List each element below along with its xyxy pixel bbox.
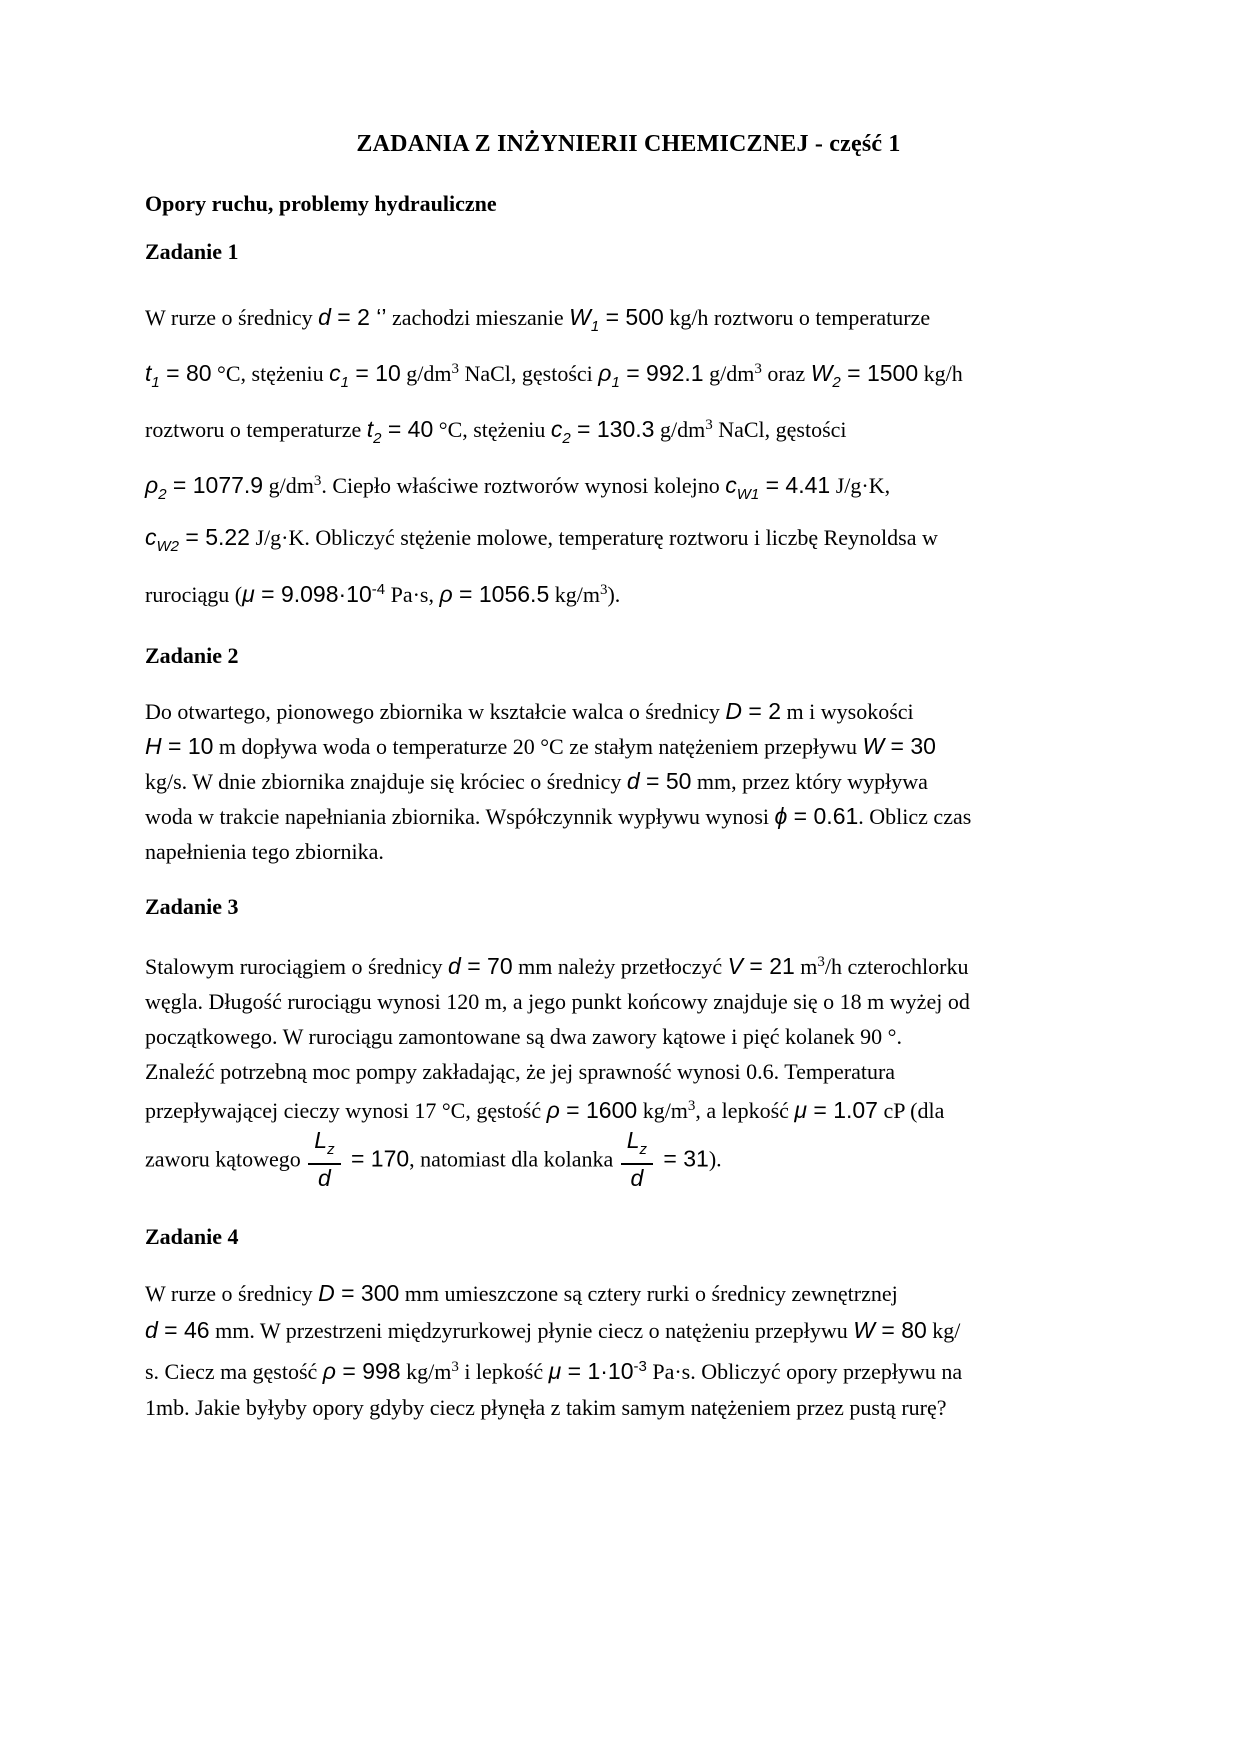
text-run: J/g·K. Obliczyć stężenie molowe, temperaturę roztworu i liczbę Reynoldsa w	[249, 525, 938, 550]
text-run: = 46	[157, 1317, 210, 1343]
text-run: -4	[371, 581, 386, 598]
text-run: = 300	[334, 1280, 400, 1306]
text-run: 1mb. Jakie byłyby opory gdyby ciecz płynęła z takim samym natężeniem przez pustą rurę?	[145, 1395, 947, 1420]
text-run: i lepkość	[458, 1359, 549, 1384]
text-run: 3	[451, 361, 459, 377]
problem-section	[145, 238, 1112, 616]
text-run: Pa·s. Obliczyć opory przepływu na	[646, 1359, 963, 1384]
fraction-numerator	[621, 1128, 653, 1165]
text-run: W1	[736, 486, 760, 503]
text-run: NaCl, gęstości	[712, 417, 847, 442]
text-run: μ	[242, 581, 255, 607]
text-run: D	[725, 698, 742, 724]
fraction-numerator	[308, 1128, 340, 1165]
text-run: Do otwartego, pionowego zbiornika w kształcie walca o średnicy	[145, 699, 726, 724]
text-run: = 5.22	[179, 524, 250, 550]
text-run: D	[318, 1280, 335, 1306]
text-run: kg/m	[549, 582, 600, 607]
text-line	[145, 348, 1112, 404]
fraction	[308, 1128, 340, 1191]
fraction-denominator	[308, 1165, 340, 1191]
text-run: Pa·s,	[385, 582, 440, 607]
text-run: = 30	[884, 733, 936, 759]
text-run: = 1600	[559, 1097, 638, 1123]
text-run: = 1077.9	[166, 472, 264, 498]
text-run: = 170	[344, 1145, 410, 1172]
text-run: d	[318, 304, 331, 330]
text-run: = 2	[742, 698, 782, 724]
text-run: = 70	[460, 953, 513, 979]
text-run: 3	[705, 417, 713, 433]
text-line	[145, 516, 1112, 568]
text-run: g/dm	[654, 417, 706, 442]
text-line	[145, 1089, 1112, 1128]
document-title: ZADANIA Z INŻYNIERII CHEMICZNEJ - część 1	[356, 131, 901, 157]
problem-section	[145, 642, 1112, 869]
text-run: = 10	[348, 360, 401, 386]
text-run: W rurze o średnicy	[145, 1281, 319, 1306]
fraction	[621, 1128, 653, 1191]
text-run: 3	[451, 1359, 459, 1375]
text-run: = 31	[657, 1145, 709, 1172]
text-line	[145, 764, 1112, 799]
text-run: mm, przez który wypływa	[691, 769, 928, 794]
text-run: . Oblicz czas	[858, 804, 972, 829]
text-run: z	[639, 1141, 648, 1158]
text-run: cP (dla	[877, 1098, 945, 1123]
text-run: kg/m	[637, 1098, 688, 1123]
text-run: 2	[158, 486, 167, 503]
problem-section	[145, 1223, 1112, 1426]
text-run: , natomiast dla kolanka	[409, 1146, 619, 1172]
text-run: 3	[754, 361, 762, 377]
text-line	[145, 984, 1112, 1019]
text-run: kg/	[926, 1318, 961, 1343]
text-run: W	[862, 733, 885, 759]
text-run: = 9.098·10	[254, 581, 372, 607]
text-run: Znaleźć potrzebną moc pompy zakładając, że jej sprawność wynosi 0.6. Temperatura	[145, 1059, 896, 1084]
text-run: woda w trakcie napełniania zbiornika. Współczynnik wypływu wynosi	[145, 804, 775, 829]
text-run: W	[853, 1317, 875, 1343]
text-run: c	[329, 360, 341, 386]
text-run: ρ	[546, 1097, 560, 1123]
text-run: 2	[562, 430, 571, 447]
text-run: 2	[832, 374, 841, 391]
text-run: kg/h	[918, 361, 963, 386]
text-run: kg/s. W dnie zbiornika znajduje się króciec o średnicy	[145, 769, 627, 794]
text-run: d	[145, 1317, 158, 1343]
text-run: Stalowym rurociągiem o średnicy	[145, 954, 449, 979]
text-line	[145, 1349, 1112, 1390]
text-run: przepływającej cieczy wynosi 17 °C, gęstość	[145, 1098, 547, 1123]
text-run: ).	[607, 582, 621, 607]
text-run: W rurze o średnicy	[145, 305, 319, 330]
text-run: = 1056.5	[452, 581, 550, 607]
section-heading: Zadanie 1	[145, 239, 239, 264]
text-run: J/g·K,	[830, 473, 891, 498]
text-run: kg/m	[400, 1359, 452, 1384]
section-heading: Zadanie 3	[145, 894, 239, 919]
text-run: °C, stężeniu	[211, 361, 330, 386]
text-run: ‘’	[369, 304, 387, 330]
text-run: zaworu kątowego	[145, 1146, 307, 1172]
text-line	[145, 404, 1112, 460]
text-run: węgla. Długość rurociągu wynosi 120 m, a jego punkt końcowy znajduje się o 18 m wyżej od	[145, 989, 970, 1014]
text-run: = 2	[330, 304, 370, 330]
text-run: 1	[590, 318, 600, 335]
text-line	[145, 799, 1112, 834]
section-heading: Zadanie 2	[145, 643, 239, 668]
text-run: d	[448, 953, 461, 979]
text-run: = 130.3	[570, 416, 655, 442]
text-run: μ	[548, 1358, 562, 1384]
text-run: 3	[687, 1098, 696, 1114]
text-run: W	[569, 304, 591, 330]
text-run: c	[725, 472, 737, 498]
text-run: = 1·10	[561, 1358, 634, 1384]
text-run: d	[630, 1165, 644, 1191]
problem-text	[145, 945, 1112, 1195]
text-run: ρ	[322, 1358, 336, 1384]
text-run: μ	[794, 1097, 807, 1123]
section-heading: Zadanie 4	[145, 1224, 239, 1249]
text-run: początkowego. W rurociągu zamontowane są dwa zawory kątowe i pięć kolanek 90 °.	[145, 1024, 902, 1049]
text-run: kg/h roztworu o temperaturze	[663, 305, 931, 330]
text-run: = 50	[639, 768, 692, 794]
text-run: = 992.1	[619, 360, 704, 386]
text-run: mm. W przestrzeni międzyrurkowej płynie ciecz o natężeniu przepływu	[209, 1318, 854, 1343]
text-run: m i wysokości	[781, 699, 914, 724]
text-run: ρ	[598, 360, 612, 386]
text-run: napełnienia tego zbiornika.	[145, 839, 384, 864]
text-run: = 40	[381, 416, 434, 442]
problem-text	[145, 694, 1112, 869]
text-run: g/dm	[263, 473, 314, 498]
text-line	[145, 296, 1112, 348]
text-run: rurociągu (	[145, 582, 243, 607]
text-run: °C, stężeniu	[433, 417, 551, 442]
text-run: = 0.61	[787, 803, 859, 829]
text-run: W	[810, 360, 833, 386]
text-run: ϕ	[774, 803, 788, 829]
text-run: H	[145, 733, 162, 759]
text-run: , a lepkość	[695, 1098, 795, 1123]
text-run: s. Ciecz ma gęstość	[145, 1359, 323, 1384]
text-run: 1	[151, 374, 160, 391]
problem-section	[145, 893, 1112, 1195]
text-line	[145, 1312, 1112, 1349]
text-line	[145, 568, 1112, 616]
text-line	[145, 1275, 1112, 1312]
text-line	[145, 1128, 1112, 1195]
text-run: = 80	[159, 360, 212, 386]
text-run: . Ciepło właściwe roztworów wynosi kolejno	[321, 473, 726, 498]
text-run: g/dm	[400, 361, 452, 386]
text-run: = 998	[335, 1358, 401, 1384]
text-line	[145, 694, 1112, 729]
text-run: z	[327, 1141, 335, 1158]
text-line	[145, 460, 1112, 516]
text-run: oraz	[761, 361, 811, 386]
text-run: L	[626, 1127, 640, 1153]
text-run: t	[145, 360, 152, 386]
text-run: c	[550, 416, 563, 442]
text-run: -3	[633, 1358, 647, 1375]
text-run: 3	[313, 473, 322, 489]
text-run: ρ	[439, 581, 453, 607]
fraction-denominator	[621, 1165, 653, 1191]
text-run: = 21	[743, 953, 795, 979]
text-run: zachodzi mieszanie	[386, 305, 570, 330]
text-run: mm umieszczone są cztery rurki o średnicy zewnętrznej	[399, 1281, 898, 1306]
text-run: ).	[708, 1146, 722, 1172]
text-run: = 500	[599, 304, 664, 330]
text-run: = 80	[874, 1317, 927, 1343]
text-run: d	[626, 768, 640, 794]
document-subtitle: Opory ruchu, problemy hydrauliczne	[145, 191, 497, 216]
text-run: = 10	[161, 733, 214, 759]
text-run: t	[366, 416, 374, 442]
text-run: roztworu o temperaturze	[145, 417, 367, 442]
text-run: mm należy przetłoczyć	[512, 954, 728, 979]
text-line	[145, 1390, 1112, 1426]
text-run: L	[314, 1127, 328, 1153]
text-run: NaCl, gęstości	[458, 361, 599, 386]
sections-container	[145, 238, 1112, 1426]
text-run: d	[318, 1165, 331, 1191]
text-run: /h czterochlorku	[824, 954, 969, 979]
problem-text	[145, 1275, 1112, 1426]
text-run: 1	[611, 374, 620, 391]
text-run: ρ	[145, 472, 159, 498]
text-line	[145, 945, 1112, 984]
text-run: = 4.41	[759, 472, 831, 498]
text-run: = 1.07	[807, 1097, 878, 1123]
text-line	[145, 834, 1112, 869]
text-run: 2	[373, 430, 382, 447]
text-run: V	[727, 953, 743, 979]
problem-text	[145, 296, 1112, 616]
text-run: g/dm	[703, 361, 755, 386]
text-run: 3	[817, 954, 825, 970]
text-run: m dopływa woda o temperaturze 20 °C ze stałym natężeniem przepływu	[213, 734, 863, 759]
text-run: c	[145, 524, 157, 550]
text-run: W2	[156, 538, 179, 555]
text-run: = 1500	[840, 360, 919, 386]
text-line	[145, 729, 1112, 764]
text-run: 3	[599, 582, 608, 598]
text-line	[145, 1054, 1112, 1089]
text-line	[145, 1019, 1112, 1054]
text-run: 1	[340, 374, 349, 391]
text-run: m	[794, 954, 818, 979]
